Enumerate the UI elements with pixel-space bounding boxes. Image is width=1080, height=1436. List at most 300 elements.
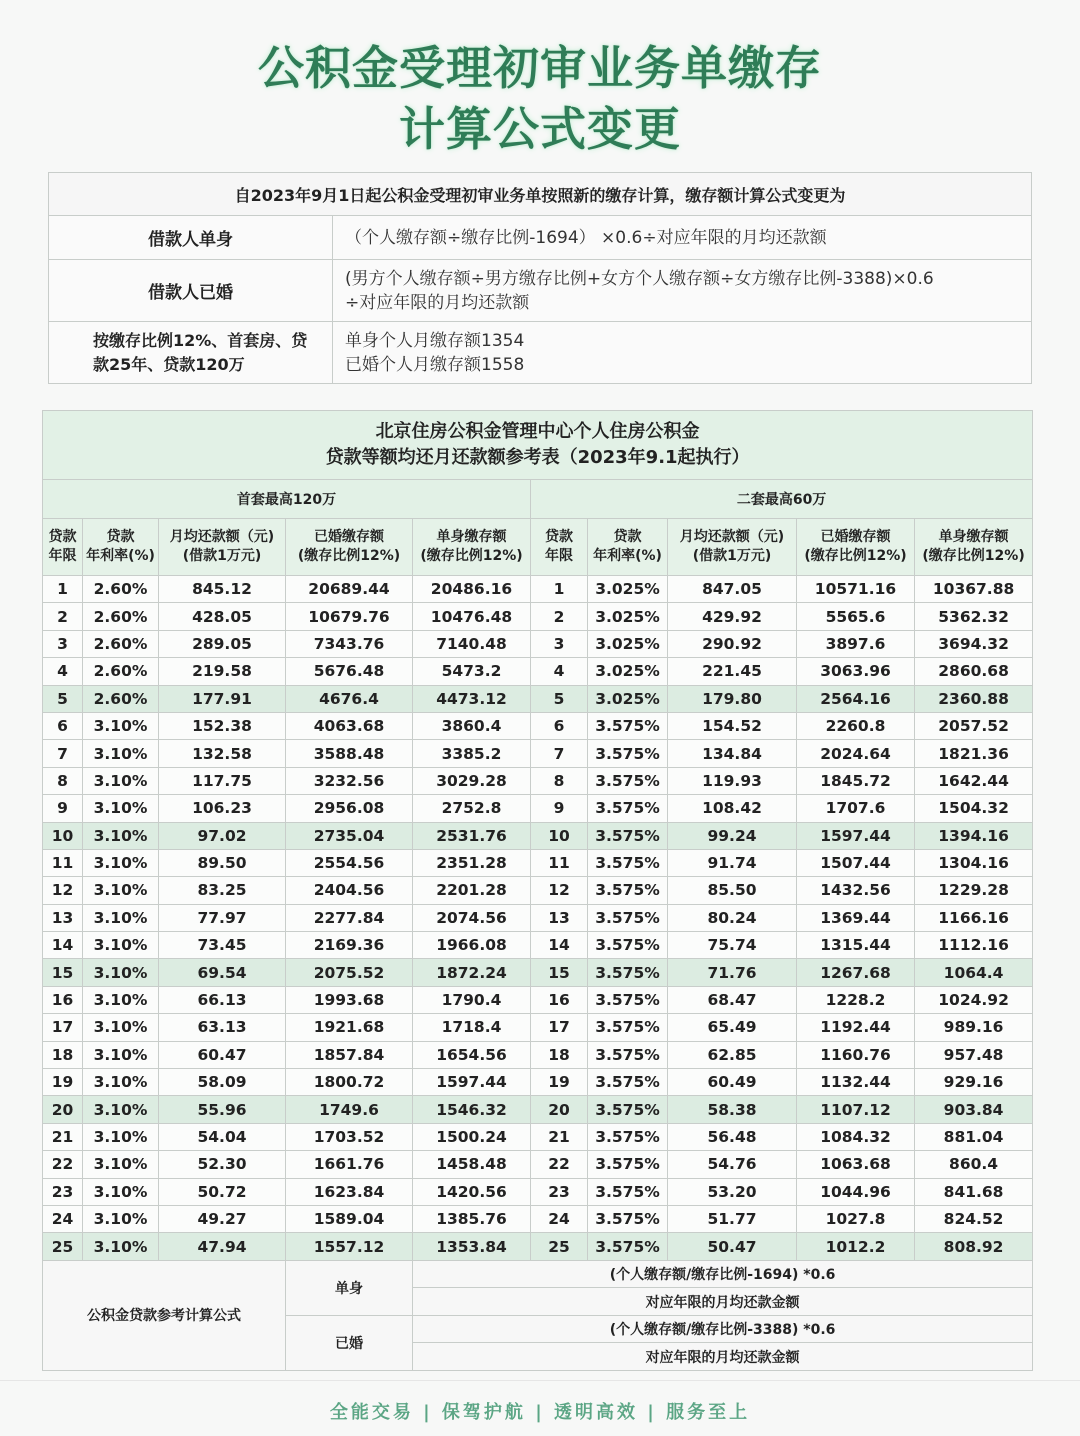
cell-term-2: 23 xyxy=(531,1178,588,1205)
cell-single-deposit: 1458.48 xyxy=(413,1151,531,1178)
cell-term-2: 17 xyxy=(531,1014,588,1041)
first-home-group-header: 首套最高120万 xyxy=(43,480,531,519)
cell-rate-2: 3.575% xyxy=(588,849,668,876)
col-header-line1: 已婚缴存额 xyxy=(820,529,891,545)
cell-term: 17 xyxy=(43,1014,83,1041)
cell-married-deposit: 2277.84 xyxy=(286,904,413,931)
table-row xyxy=(43,767,1033,794)
table-row xyxy=(43,1014,1033,1041)
cell-monthly-payment: 152.38 xyxy=(159,712,286,739)
col-header-line2: 年利率(%) xyxy=(593,548,662,564)
cell-single-deposit-2: 2860.68 xyxy=(915,658,1033,685)
cell-rate: 3.10% xyxy=(83,822,159,849)
cell-married-deposit-2: 2260.8 xyxy=(797,712,915,739)
cell-single-deposit-2: 841.68 xyxy=(915,1178,1033,1205)
cell-term-2: 21 xyxy=(531,1123,588,1150)
cell-married-deposit: 1623.84 xyxy=(286,1178,413,1205)
cell-term-2: 6 xyxy=(531,712,588,739)
cell-rate: 3.10% xyxy=(83,959,159,986)
cell-rate-2: 3.575% xyxy=(588,1014,668,1041)
cell-rate-2: 3.575% xyxy=(588,712,668,739)
cell-monthly-payment: 89.50 xyxy=(159,849,286,876)
cell-married-deposit-2: 1597.44 xyxy=(797,822,915,849)
cell-rate: 2.60% xyxy=(83,576,159,603)
cell-rate-2: 3.575% xyxy=(588,932,668,959)
second-home-group-header: 二套最高60万 xyxy=(531,480,1033,519)
col-header-line1: 已婚缴存额 xyxy=(314,529,384,545)
cell-rate-2: 3.025% xyxy=(588,576,668,603)
cell-married-deposit: 5676.48 xyxy=(286,658,413,685)
table-row xyxy=(43,795,1033,822)
cell-rate-2: 3.575% xyxy=(588,959,668,986)
single-borrower-label: 借款人单身 xyxy=(49,216,333,260)
cell-monthly-payment: 69.54 xyxy=(159,959,286,986)
cell-single-deposit-2: 1229.28 xyxy=(915,877,1033,904)
cell-rate: 3.10% xyxy=(83,1014,159,1041)
cell-monthly-payment-2: 119.93 xyxy=(668,767,797,794)
col-header-line1: 月均还款额（元) xyxy=(169,529,275,545)
page-title-line2: 计算公式变更 xyxy=(399,102,681,156)
cell-rate: 3.10% xyxy=(83,877,159,904)
cell-term-2: 15 xyxy=(531,959,588,986)
cell-married-deposit: 20689.44 xyxy=(286,576,413,603)
cell-single-deposit-2: 3694.32 xyxy=(915,630,1033,657)
cell-rate-2: 3.575% xyxy=(588,1123,668,1150)
col-header-line2: (缴存比例12%) xyxy=(922,548,1025,564)
cell-monthly-payment: 428.05 xyxy=(159,603,286,630)
cell-single-deposit: 2531.76 xyxy=(413,822,531,849)
cell-monthly-payment: 47.94 xyxy=(159,1233,286,1260)
cell-married-deposit-2: 1315.44 xyxy=(797,932,915,959)
cell-monthly-payment-2: 134.84 xyxy=(668,740,797,767)
cell-married-deposit: 1800.72 xyxy=(286,1069,413,1096)
cell-married-deposit-2: 2024.64 xyxy=(797,740,915,767)
cell-rate-2: 3.575% xyxy=(588,904,668,931)
cell-married-deposit: 4676.4 xyxy=(286,685,413,712)
cell-rate: 3.10% xyxy=(83,1233,159,1260)
cell-monthly-payment-2: 221.45 xyxy=(668,658,797,685)
col-header-line1: 贷款 xyxy=(613,529,642,545)
cell-rate-2: 3.575% xyxy=(588,1178,668,1205)
table-row xyxy=(43,712,1033,739)
cell-single-deposit: 2074.56 xyxy=(413,904,531,931)
cell-single-deposit-2: 5362.32 xyxy=(915,603,1033,630)
col-header-line1: 贷款 xyxy=(545,529,573,545)
cell-term: 2 xyxy=(43,603,83,630)
cell-term: 11 xyxy=(43,849,83,876)
cell-rate-2: 3.575% xyxy=(588,767,668,794)
cell-married-deposit-2: 1192.44 xyxy=(797,1014,915,1041)
table-row xyxy=(43,1205,1033,1232)
cell-term: 15 xyxy=(43,959,83,986)
table-row xyxy=(43,1123,1033,1150)
cell-monthly-payment: 219.58 xyxy=(159,658,286,685)
cell-term: 13 xyxy=(43,904,83,931)
table-row xyxy=(43,904,1033,931)
cell-term-2: 25 xyxy=(531,1233,588,1260)
second-col-header-single-deposit xyxy=(915,519,1033,576)
cell-rate: 3.10% xyxy=(83,849,159,876)
cell-monthly-payment: 58.09 xyxy=(159,1069,286,1096)
cell-monthly-payment: 97.02 xyxy=(159,822,286,849)
cell-married-deposit-2: 1267.68 xyxy=(797,959,915,986)
cell-single-deposit: 3029.28 xyxy=(413,767,531,794)
cell-married-deposit-2: 1012.2 xyxy=(797,1233,915,1260)
cell-single-deposit: 3860.4 xyxy=(413,712,531,739)
cell-rate: 3.10% xyxy=(83,795,159,822)
cell-term: 10 xyxy=(43,822,83,849)
cell-monthly-payment-2: 91.74 xyxy=(668,849,797,876)
cell-single-deposit: 1353.84 xyxy=(413,1233,531,1260)
cell-term-2: 13 xyxy=(531,904,588,931)
column-header-row xyxy=(43,519,1033,576)
cell-rate: 3.10% xyxy=(83,932,159,959)
cell-single-deposit: 3385.2 xyxy=(413,740,531,767)
table-row xyxy=(43,1178,1033,1205)
cell-rate: 3.10% xyxy=(83,986,159,1013)
cell-married-deposit-2: 3063.96 xyxy=(797,658,915,685)
cell-rate-2: 3.025% xyxy=(588,658,668,685)
formula-header: 自2023年9月1日起公积金受理初审业务单按照新的缴存计算，缴存额计算公式变更为 xyxy=(49,173,1032,216)
second-col-header-married-deposit xyxy=(797,519,915,576)
cell-monthly-payment-2: 62.85 xyxy=(668,1041,797,1068)
cell-term: 21 xyxy=(43,1123,83,1150)
cell-term-2: 9 xyxy=(531,795,588,822)
cell-single-deposit-2: 989.16 xyxy=(915,1014,1033,1041)
cell-monthly-payment: 55.96 xyxy=(159,1096,286,1123)
single-borrower-formula: （个人缴存额÷缴存比例-1694） ×0.6÷对应年限的月均还款额 xyxy=(333,216,1032,260)
cell-monthly-payment: 132.58 xyxy=(159,740,286,767)
cell-rate: 3.10% xyxy=(83,1178,159,1205)
table-caption xyxy=(43,411,1033,480)
cell-rate-2: 3.575% xyxy=(588,1205,668,1232)
col-header-line1: 月均还款额（元) xyxy=(679,529,785,545)
cell-married-deposit-2: 1107.12 xyxy=(797,1096,915,1123)
cell-monthly-payment: 60.47 xyxy=(159,1041,286,1068)
cell-monthly-payment-2: 68.47 xyxy=(668,986,797,1013)
cell-monthly-payment-2: 71.76 xyxy=(668,959,797,986)
cell-term: 19 xyxy=(43,1069,83,1096)
table-row xyxy=(43,630,1033,657)
repayment-reference-table xyxy=(42,410,1033,1371)
cell-monthly-payment-2: 65.49 xyxy=(668,1014,797,1041)
table-row xyxy=(43,986,1033,1013)
cell-single-deposit-2: 1394.16 xyxy=(915,822,1033,849)
cell-rate: 2.60% xyxy=(83,658,159,685)
cell-monthly-payment: 54.04 xyxy=(159,1123,286,1150)
cell-monthly-payment: 117.75 xyxy=(159,767,286,794)
cell-monthly-payment: 63.13 xyxy=(159,1014,286,1041)
married-numerator: (个人缴存额/缴存比例-3388) *0.6 xyxy=(413,1315,1033,1343)
cell-monthly-payment: 177.91 xyxy=(159,685,286,712)
formula-row xyxy=(43,1260,1033,1288)
cell-monthly-payment: 66.13 xyxy=(159,986,286,1013)
cell-rate-2: 3.025% xyxy=(588,630,668,657)
cell-term-2: 1 xyxy=(531,576,588,603)
single-monthly-deposit: 单身个人月缴存额1354 xyxy=(345,330,525,351)
table-row xyxy=(43,603,1033,630)
cell-married-deposit: 1993.68 xyxy=(286,986,413,1013)
second-col-header-loan-term xyxy=(531,519,588,576)
cell-monthly-payment-2: 50.47 xyxy=(668,1233,797,1260)
cell-rate-2: 3.575% xyxy=(588,740,668,767)
table-row xyxy=(43,932,1033,959)
cell-rate: 3.10% xyxy=(83,1151,159,1178)
married-monthly-deposit: 已婚个人月缴存额1558 xyxy=(345,354,525,375)
cell-married-deposit: 3232.56 xyxy=(286,767,413,794)
cell-term-2: 22 xyxy=(531,1151,588,1178)
cell-single-deposit: 1966.08 xyxy=(413,932,531,959)
page-title-line1: 公积金受理初审业务单缴存 xyxy=(258,41,822,95)
cell-married-deposit-2: 1027.8 xyxy=(797,1205,915,1232)
cell-married-deposit-2: 1228.2 xyxy=(797,986,915,1013)
first-col-header-loan-term xyxy=(43,519,83,576)
col-header-line2: (缴存比例12%) xyxy=(297,548,401,564)
cell-term-2: 5 xyxy=(531,685,588,712)
cell-term: 23 xyxy=(43,1178,83,1205)
cell-rate-2: 3.025% xyxy=(588,603,668,630)
cell-rate: 2.60% xyxy=(83,603,159,630)
col-header-line2: 年限 xyxy=(48,548,77,564)
cell-single-deposit: 7140.48 xyxy=(413,630,531,657)
cell-single-deposit: 2752.8 xyxy=(413,795,531,822)
cell-single-deposit: 1597.44 xyxy=(413,1069,531,1096)
table-row xyxy=(43,1096,1033,1123)
footer-divider xyxy=(0,1380,1080,1381)
col-header-line2: (缴存比例12%) xyxy=(420,548,523,564)
cell-term-2: 16 xyxy=(531,986,588,1013)
caption-line2: 贷款等额均还月还款额参考表（2023年9.1起执行） xyxy=(325,447,750,468)
cell-married-deposit: 1749.6 xyxy=(286,1096,413,1123)
table-row xyxy=(43,1233,1033,1260)
cell-single-deposit: 1718.4 xyxy=(413,1014,531,1041)
cell-monthly-payment-2: 429.92 xyxy=(668,603,797,630)
first-col-header-annual-rate xyxy=(83,519,159,576)
formula-change-table xyxy=(48,172,1032,384)
cell-monthly-payment: 73.45 xyxy=(159,932,286,959)
cell-married-deposit-2: 1084.32 xyxy=(797,1123,915,1150)
cell-term-2: 19 xyxy=(531,1069,588,1096)
example-condition-line1: 按缴存比例12%、首套房、贷 xyxy=(93,330,308,350)
single-label: 单身 xyxy=(286,1260,413,1315)
cell-single-deposit: 1385.76 xyxy=(413,1205,531,1232)
cell-term-2: 2 xyxy=(531,603,588,630)
cell-single-deposit-2: 1821.36 xyxy=(915,740,1033,767)
cell-married-deposit-2: 1044.96 xyxy=(797,1178,915,1205)
cell-monthly-payment: 289.05 xyxy=(159,630,286,657)
cell-married-deposit-2: 1432.56 xyxy=(797,877,915,904)
cell-rate-2: 3.575% xyxy=(588,822,668,849)
table-row xyxy=(43,877,1033,904)
cell-single-deposit: 20486.16 xyxy=(413,576,531,603)
cell-rate-2: 3.575% xyxy=(588,986,668,1013)
cell-monthly-payment-2: 75.74 xyxy=(668,932,797,959)
cell-single-deposit-2: 808.92 xyxy=(915,1233,1033,1260)
cell-rate: 3.10% xyxy=(83,1123,159,1150)
cell-monthly-payment-2: 54.76 xyxy=(668,1151,797,1178)
cell-term: 12 xyxy=(43,877,83,904)
cell-single-deposit: 5473.2 xyxy=(413,658,531,685)
cell-rate: 3.10% xyxy=(83,1096,159,1123)
caption-line1: 北京住房公积金管理中心个人住房公积金 xyxy=(375,421,700,442)
cell-married-deposit: 2735.04 xyxy=(286,822,413,849)
cell-term-2: 18 xyxy=(531,1041,588,1068)
married-denominator: 对应年限的月均还款金额 xyxy=(413,1343,1033,1371)
col-header-line1: 单身缴存额 xyxy=(938,529,1009,545)
cell-married-deposit-2: 1132.44 xyxy=(797,1069,915,1096)
cell-single-deposit-2: 1304.16 xyxy=(915,849,1033,876)
cell-term: 8 xyxy=(43,767,83,794)
cell-single-deposit-2: 2057.52 xyxy=(915,712,1033,739)
cell-rate: 3.10% xyxy=(83,740,159,767)
cell-married-deposit: 4063.68 xyxy=(286,712,413,739)
cell-term-2: 14 xyxy=(531,932,588,959)
cell-monthly-payment-2: 154.52 xyxy=(668,712,797,739)
cell-married-deposit: 2075.52 xyxy=(286,959,413,986)
reference-formula-label: 公积金贷款参考计算公式 xyxy=(43,1260,286,1370)
cell-term: 20 xyxy=(43,1096,83,1123)
cell-rate: 3.10% xyxy=(83,904,159,931)
cell-single-deposit-2: 2360.88 xyxy=(915,685,1033,712)
cell-rate-2: 3.575% xyxy=(588,1069,668,1096)
cell-single-deposit-2: 1064.4 xyxy=(915,959,1033,986)
cell-rate-2: 3.575% xyxy=(588,877,668,904)
cell-single-deposit-2: 881.04 xyxy=(915,1123,1033,1150)
second-col-header-monthly-payment xyxy=(668,519,797,576)
cell-rate: 3.10% xyxy=(83,712,159,739)
married-borrower-label: 借款人已婚 xyxy=(49,260,333,322)
table-row xyxy=(43,1151,1033,1178)
single-numerator: (个人缴存额/缴存比例-1694) *0.6 xyxy=(413,1260,1033,1288)
table-row xyxy=(43,658,1033,685)
married-formula-line1: (男方个人缴存额÷男方缴存比例+女方个人缴存额÷女方缴存比例-3388)×0.6 xyxy=(345,268,934,289)
cell-term-2: 11 xyxy=(531,849,588,876)
col-header-line2: 年利率(%) xyxy=(86,548,155,564)
cell-monthly-payment-2: 51.77 xyxy=(668,1205,797,1232)
footer-slogan: 全能交易 | 保驾护航 | 透明高效 | 服务至上 xyxy=(329,1402,751,1423)
cell-married-deposit-2: 2564.16 xyxy=(797,685,915,712)
cell-monthly-payment-2: 56.48 xyxy=(668,1123,797,1150)
cell-term: 22 xyxy=(43,1151,83,1178)
first-col-header-single-deposit xyxy=(413,519,531,576)
first-col-header-married-deposit xyxy=(286,519,413,576)
cell-term: 18 xyxy=(43,1041,83,1068)
cell-single-deposit-2: 957.48 xyxy=(915,1041,1033,1068)
cell-monthly-payment-2: 53.20 xyxy=(668,1178,797,1205)
cell-term-2: 3 xyxy=(531,630,588,657)
cell-rate-2: 3.575% xyxy=(588,1233,668,1260)
col-header-line1: 贷款 xyxy=(106,529,135,545)
cell-term: 1 xyxy=(43,576,83,603)
cell-term: 14 xyxy=(43,932,83,959)
cell-rate: 2.60% xyxy=(83,630,159,657)
cell-rate: 3.10% xyxy=(83,1069,159,1096)
cell-rate-2: 3.025% xyxy=(588,685,668,712)
cell-monthly-payment: 77.97 xyxy=(159,904,286,931)
married-borrower-formula xyxy=(333,260,1032,322)
cell-term-2: 10 xyxy=(531,822,588,849)
cell-single-deposit-2: 929.16 xyxy=(915,1069,1033,1096)
cell-term: 6 xyxy=(43,712,83,739)
cell-rate: 3.10% xyxy=(83,1041,159,1068)
cell-term: 16 xyxy=(43,986,83,1013)
cell-monthly-payment-2: 108.42 xyxy=(668,795,797,822)
cell-term-2: 7 xyxy=(531,740,588,767)
table-row xyxy=(43,822,1033,849)
cell-single-deposit-2: 1024.92 xyxy=(915,986,1033,1013)
col-header-line1: 单身缴存额 xyxy=(436,529,507,545)
example-condition-line2: 款25年、贷款120万 xyxy=(93,354,245,374)
cell-monthly-payment-2: 99.24 xyxy=(668,822,797,849)
cell-married-deposit: 1661.76 xyxy=(286,1151,413,1178)
cell-monthly-payment-2: 80.24 xyxy=(668,904,797,931)
cell-single-deposit: 1546.32 xyxy=(413,1096,531,1123)
example-condition-label xyxy=(49,322,333,384)
cell-married-deposit-2: 1369.44 xyxy=(797,904,915,931)
cell-term: 3 xyxy=(43,630,83,657)
col-header-line1: 贷款 xyxy=(48,529,77,545)
cell-single-deposit-2: 1112.16 xyxy=(915,932,1033,959)
cell-single-deposit-2: 1504.32 xyxy=(915,795,1033,822)
col-header-line2: (借款1万元) xyxy=(692,548,772,564)
cell-monthly-payment-2: 179.80 xyxy=(668,685,797,712)
table-row xyxy=(43,959,1033,986)
cell-married-deposit-2: 1160.76 xyxy=(797,1041,915,1068)
cell-rate: 3.10% xyxy=(83,767,159,794)
cell-married-deposit-2: 1707.6 xyxy=(797,795,915,822)
cell-rate: 2.60% xyxy=(83,685,159,712)
cell-married-deposit: 2169.36 xyxy=(286,932,413,959)
cell-married-deposit-2: 1507.44 xyxy=(797,849,915,876)
cell-term-2: 12 xyxy=(531,877,588,904)
cell-married-deposit-2: 1063.68 xyxy=(797,1151,915,1178)
table-row xyxy=(43,1041,1033,1068)
cell-single-deposit-2: 1166.16 xyxy=(915,904,1033,931)
table-row xyxy=(43,740,1033,767)
cell-monthly-payment-2: 58.38 xyxy=(668,1096,797,1123)
cell-married-deposit: 1557.12 xyxy=(286,1233,413,1260)
table-row xyxy=(43,576,1033,603)
second-col-header-annual-rate xyxy=(588,519,668,576)
cell-single-deposit: 1654.56 xyxy=(413,1041,531,1068)
cell-single-deposit: 1500.24 xyxy=(413,1123,531,1150)
cell-monthly-payment: 49.27 xyxy=(159,1205,286,1232)
cell-single-deposit-2: 860.4 xyxy=(915,1151,1033,1178)
cell-married-deposit-2: 10571.16 xyxy=(797,576,915,603)
col-header-line2: 年限 xyxy=(545,548,573,564)
cell-single-deposit-2: 10367.88 xyxy=(915,576,1033,603)
example-values xyxy=(333,322,1032,384)
cell-term: 4 xyxy=(43,658,83,685)
cell-single-deposit-2: 903.84 xyxy=(915,1096,1033,1123)
cell-term-2: 20 xyxy=(531,1096,588,1123)
cell-term-2: 4 xyxy=(531,658,588,685)
married-formula-line2: ÷对应年限的月均还款额 xyxy=(345,292,530,313)
married-label: 已婚 xyxy=(286,1315,413,1370)
cell-monthly-payment-2: 290.92 xyxy=(668,630,797,657)
cell-married-deposit: 1921.68 xyxy=(286,1014,413,1041)
cell-rate-2: 3.575% xyxy=(588,1096,668,1123)
cell-monthly-payment-2: 85.50 xyxy=(668,877,797,904)
cell-monthly-payment: 106.23 xyxy=(159,795,286,822)
table-row xyxy=(43,849,1033,876)
cell-single-deposit: 2201.28 xyxy=(413,877,531,904)
cell-married-deposit: 2404.56 xyxy=(286,877,413,904)
col-header-line2: (缴存比例12%) xyxy=(804,548,907,564)
cell-single-deposit: 10476.48 xyxy=(413,603,531,630)
cell-married-deposit: 1589.04 xyxy=(286,1205,413,1232)
cell-term: 25 xyxy=(43,1233,83,1260)
